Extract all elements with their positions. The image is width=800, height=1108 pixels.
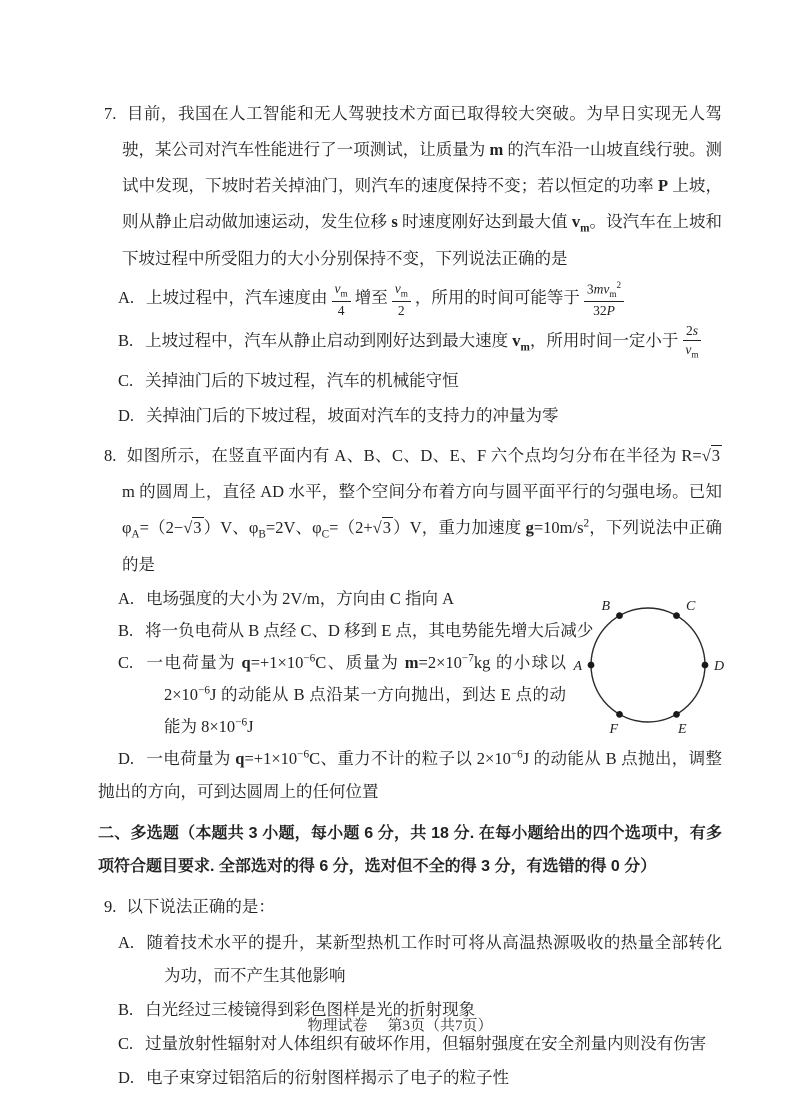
question-9-number: 9. — [104, 897, 117, 917]
option-c-text: 一电荷量为 $q=+1\times 10^{-6}C$、质量为 $m=2\times 10^{-7}kg$ 的小球以 $2\times 10^{-6}J$ 的动能从 B 点沿某一方向抛出，到达 E 点的动能为 $8\times 10^{-6}J$ — [145, 652, 567, 737]
option-c-label: C. — [118, 370, 134, 390]
section-2-heading: 二、多选题（本题共 3 小题，每小题 6 分，共 18 分. 在每小题给出的四个选项中，有多项符合题目要求. 全部选对的得 6 分，选对但不全的得 3 分，有选错的得 0 分） — [98, 824, 722, 875]
option-b-label: B. — [118, 330, 134, 350]
point-e-label: E — [678, 721, 687, 737]
question-8-stem — [98, 438, 722, 583]
question-8-option-d — [98, 743, 722, 807]
question-7-option-a — [98, 280, 722, 320]
circle-outline — [591, 608, 705, 722]
option-a-text: 电场强度的大小为 2V/m，方向由 C 指向 A — [146, 588, 455, 608]
point-c-label: C — [686, 598, 696, 614]
option-c-text: 过量放射性辐射对人体组织有破坏作用，但辐射强度在安全剂量内则没有伤害 — [145, 1033, 707, 1053]
option-b-label: B. — [118, 999, 134, 1019]
option-c-text: 关掉油门后的下坡过程，汽车的机械能守恒 — [145, 370, 459, 390]
option-c-label: C. — [118, 652, 134, 672]
question-9-stem — [98, 889, 722, 925]
circle-diagram — [560, 583, 732, 749]
point-b-dot — [616, 612, 623, 619]
option-b-text: 上坡过程中，汽车从静止启动到刚好达到最大速度 $v_m$，所用时间一定小于 $\frac{2s}{v_m}$ — [145, 331, 705, 350]
option-a-text: 随着技术水平的提升，某新型热机工作时可将从高温热源吸收的热量全部转化为功，而不产生其他影响 — [146, 933, 722, 985]
option-a-text: 上坡过程中，汽车速度由 $\frac{v_m}{4}$ 增至 $\frac{v_m}{2}$ ，所用的时间可能等于 $\frac{3mv_m^2}{32P}$ — [146, 288, 628, 307]
question-7-option-c — [98, 365, 722, 397]
point-c-dot — [673, 612, 680, 619]
question-8-stem-text: 如图所示，在竖直平面内有 A、B、C、D、E、F 六个点均匀分布在半径为 R=√3 m 的圆周上，直径 AD 水平，整个空间分布着方向与圆平面平行的匀强电场。已知 $\varphi_A=(2-√3$ ）V、$\varphi_B=2V$、$\varphi_C=(2+√3$ ）V，重力加速度 $g=10m/s^2$，下列说法中正确的是 — [122, 445, 722, 574]
point-d-label: D — [714, 658, 725, 674]
option-d-label: D. — [118, 405, 135, 425]
question-9-stem-text: 以下说法正确的是： — [126, 897, 275, 917]
option-d-text: 关掉油门后的下坡过程，坡面对汽车的支持力的冲量为零 — [146, 405, 559, 425]
option-d-text: 电子束穿过铝箔后的衍射图样揭示了电子的粒子性 — [146, 1068, 510, 1088]
point-f-label: F — [609, 721, 618, 737]
option-a-label: A. — [118, 288, 135, 308]
option-b-text: 白光经过三棱镜得到彩色图样是光的折射现象 — [145, 999, 476, 1019]
question-8-number: 8. — [104, 445, 117, 465]
option-d-label: D. — [118, 749, 135, 769]
option-d-text: 一电荷量为 $q=+1\times 10^{-6}C$、重力不计的粒子以 $2\times 10^{-6}J$ 的动能从 B 点抛出，调整抛出的方向，可到达圆周上的任何位置 — [98, 748, 723, 801]
option-a-label: A. — [118, 933, 135, 953]
point-e-dot — [673, 711, 680, 718]
question-9 — [98, 889, 722, 1094]
point-a-dot — [588, 661, 595, 668]
question-8 — [98, 438, 725, 808]
footer-page-info: 第3页（共7页） — [387, 1018, 493, 1034]
question-7-option-b — [98, 322, 722, 361]
question-7-stem — [98, 96, 722, 277]
footer-title: 物理试卷 — [307, 1018, 368, 1034]
question-9-option-a — [98, 927, 722, 991]
point-a-label: A — [573, 658, 582, 674]
option-b-text: 将一负电荷从 B 点经 C、D 移到 E 点，其电势能先增大后减少 — [145, 620, 594, 640]
point-b-label: B — [601, 598, 610, 614]
option-a-label: A. — [118, 588, 135, 608]
question-9-option-d — [98, 1062, 722, 1094]
question-7-number: 7. — [104, 104, 117, 123]
point-d-dot — [702, 661, 709, 668]
question-7-stem-text: 目前，我国在人工智能和无人驾驶技术方面已取得较大突破。为早日实现无人驾驶，某公司对汽车性能进行了一项测试，让质量为 m 的汽车沿一山坡直线行驶。测试中发现，下坡时若关掉油门，则汽车的速度保持不变；若以恒定的功率 P 上坡，则从静止启动做加速运动，发生位移 s 时速度刚好达到最大值 $v_m$。设汽车在上坡和下坡过程中所受阻力的大小分别保持不变，下列说法正确的是 — [122, 104, 723, 268]
question-7 — [98, 96, 722, 432]
page-footer — [0, 1014, 800, 1035]
option-b-label: B. — [118, 620, 134, 640]
question-7-options — [98, 280, 722, 432]
option-c-label: C. — [118, 1033, 134, 1053]
option-d-label: D. — [118, 1068, 135, 1088]
question-8-options — [98, 583, 725, 744]
point-f-dot — [616, 711, 623, 718]
question-7-option-d — [98, 400, 722, 432]
